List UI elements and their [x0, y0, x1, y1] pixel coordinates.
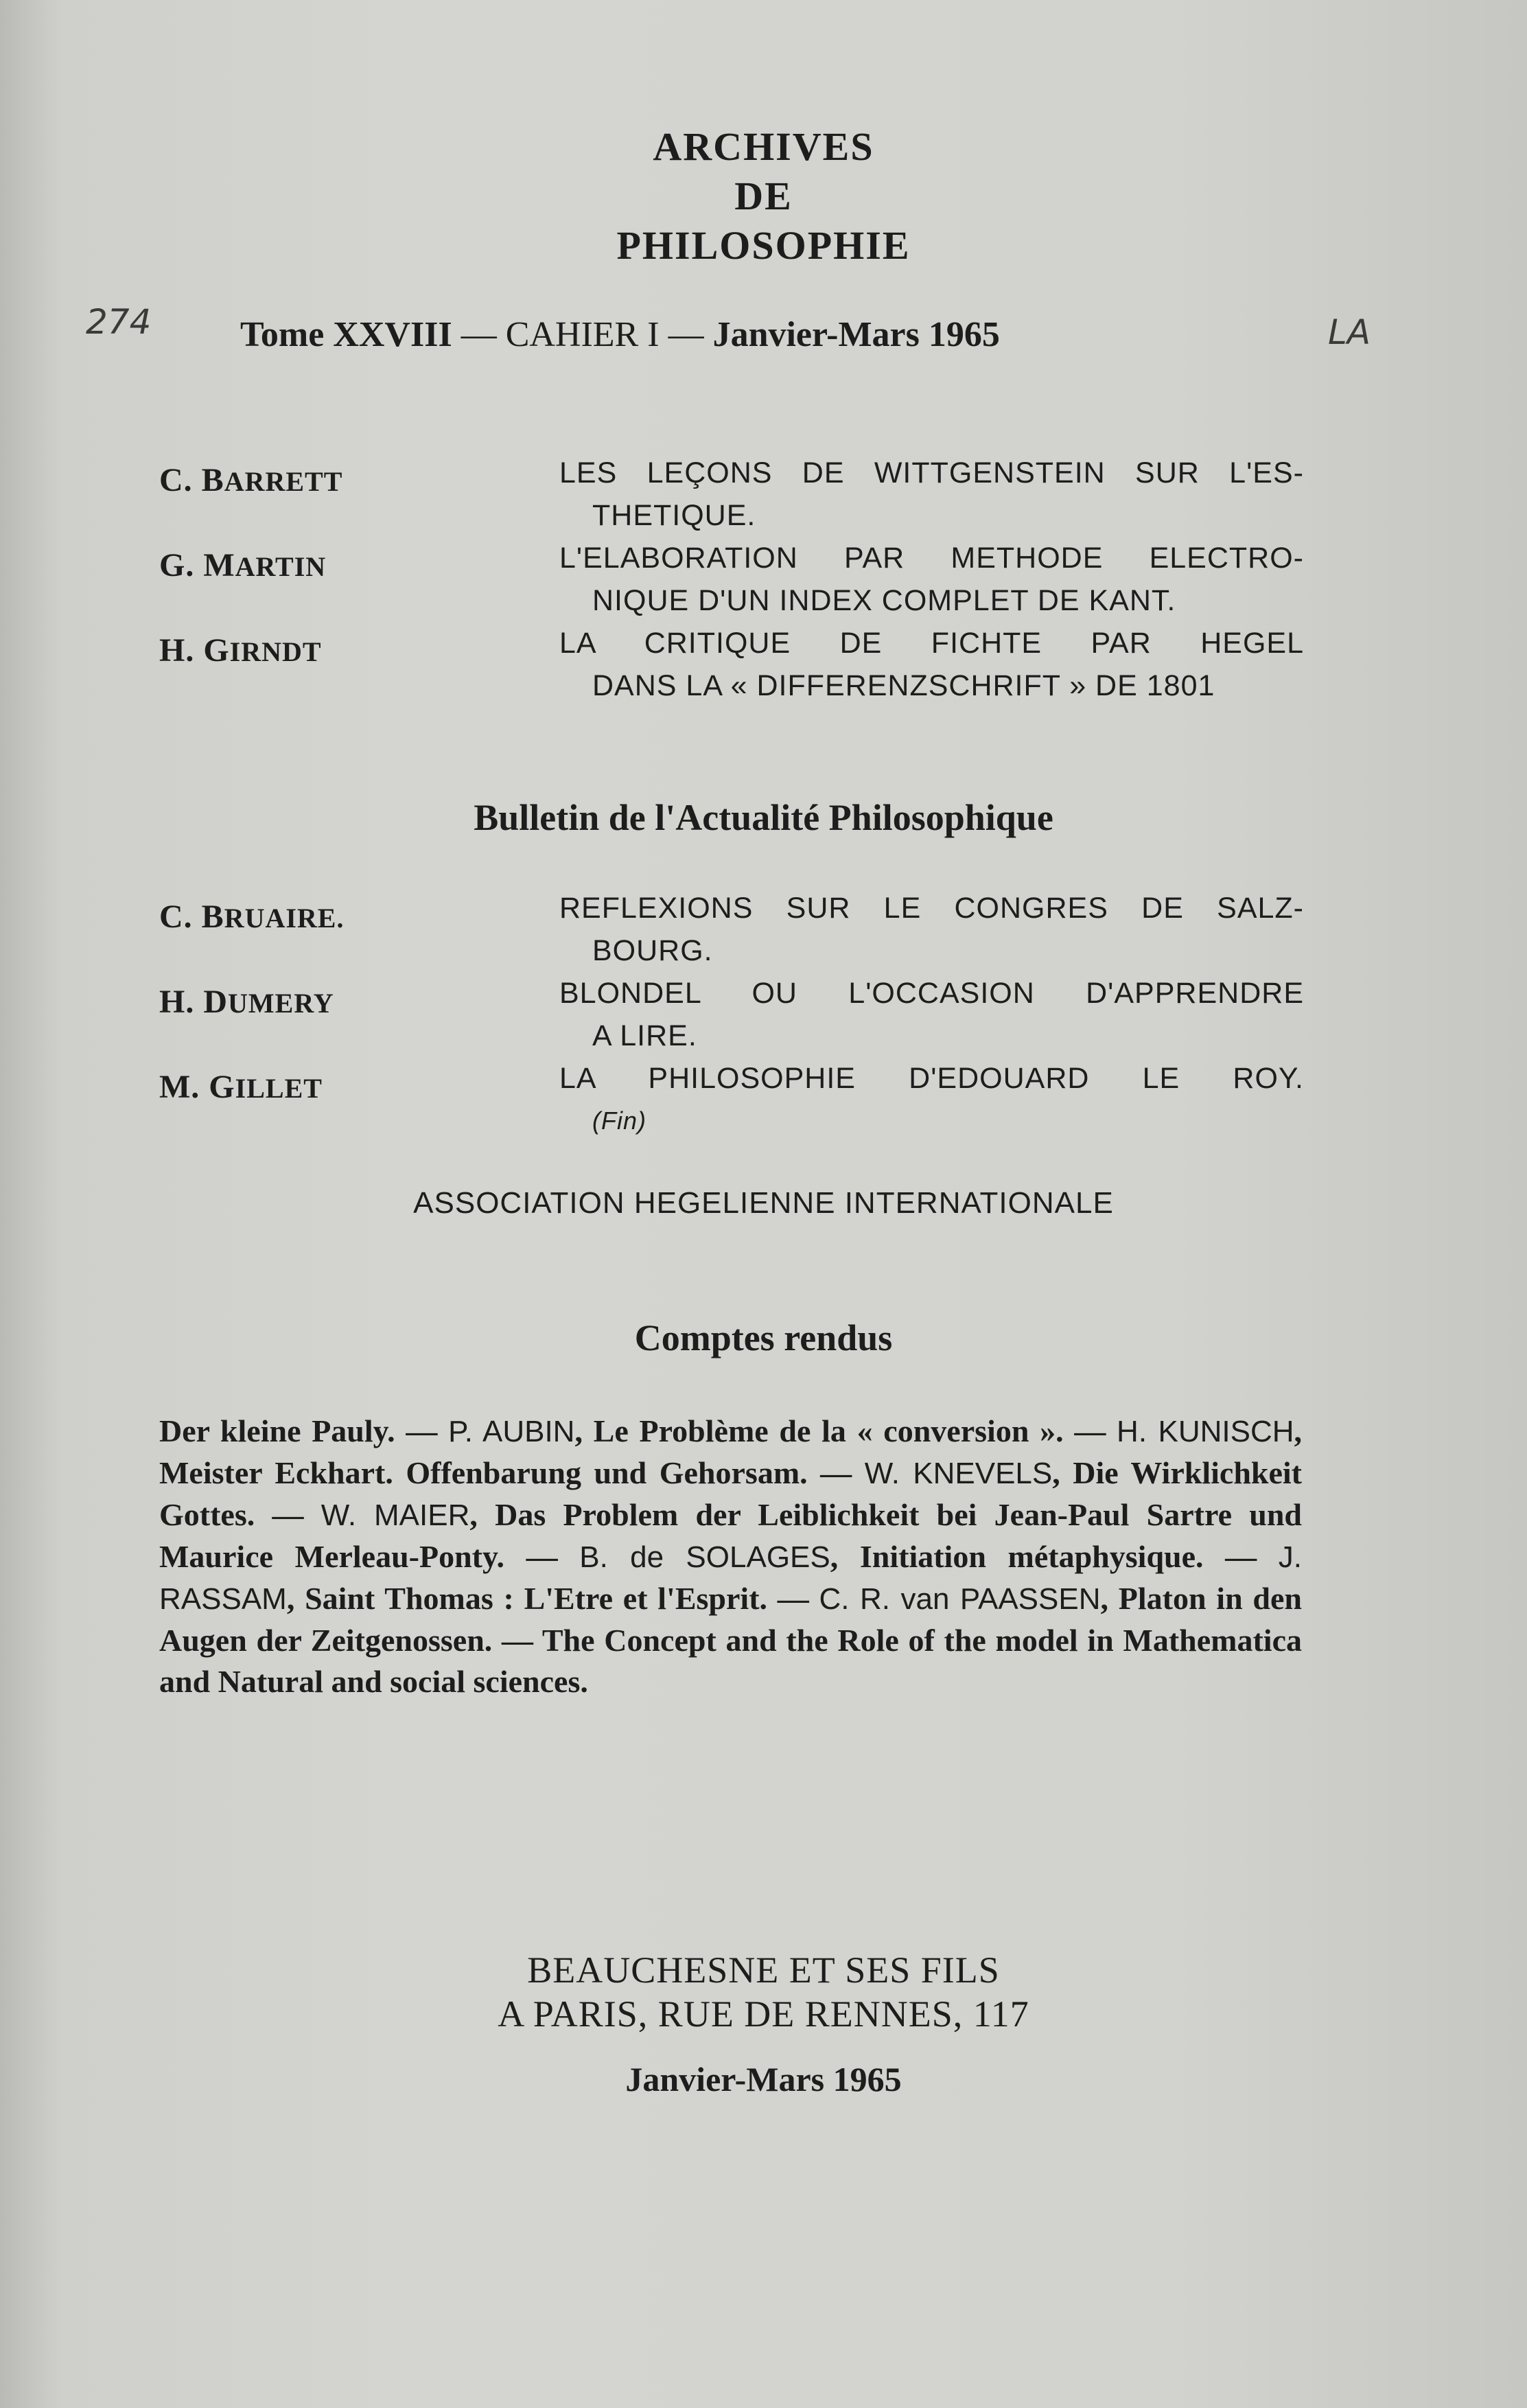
review-author: H. KUNISCH [1117, 1415, 1294, 1448]
publisher-block [0, 1948, 1527, 2036]
review-author: W. KNEVELS [864, 1457, 1053, 1490]
article-title [559, 452, 1304, 537]
bulletin-title-line2: BOURG. [592, 934, 713, 967]
article-title-line2: NIQUE D'UN INDEX COMPLET DE KANT. [592, 584, 1176, 617]
author-surname: ARTIN [235, 551, 327, 582]
issue-cahier: CAHIER I [505, 315, 660, 354]
bulletin-author [159, 983, 334, 1021]
author-initial: H. G [159, 632, 230, 669]
review-text: , Le Problème de la « conversion ». — [574, 1413, 1117, 1448]
article-title-line1: LA CRITIQUE DE FICHTE PAR HEGEL [559, 627, 1304, 660]
bulletin-title [559, 887, 1304, 972]
review-author: J. RASSAM [159, 1540, 1303, 1616]
publisher-address: A PARIS, RUE DE RENNES, 117 [498, 1993, 1029, 2035]
article-title [559, 537, 1304, 622]
journal-title-line1: ARCHIVES [653, 124, 874, 169]
bulletin-title [559, 972, 1304, 1057]
review-text: , Saint Thomas : L'Etre et l'Esprit. — [286, 1581, 819, 1616]
bulletin-title-fin: (Fin) [592, 1107, 646, 1135]
article-author [159, 632, 322, 669]
author-initial: G. M [159, 547, 235, 583]
article-title [559, 622, 1304, 707]
author-surname: RUAIRE. [224, 903, 345, 934]
review-text: Der kleine Pauly. — [159, 1413, 449, 1448]
review-author: B. de SOLAGES [579, 1540, 830, 1574]
article-title-line2: THETIQUE. [592, 499, 756, 532]
author-surname: ARRETT [224, 466, 343, 497]
bulletin-author [159, 898, 344, 936]
association-line: ASSOCIATION HEGELIENNE INTERNATIONALE [413, 1186, 1114, 1220]
review-text: , Das Problem der Leiblichkeit bei Jean-Paul Sartre und Maurice Merleau-Ponty. — [159, 1497, 1302, 1574]
comptes-rendus-heading: Comptes rendus [634, 1317, 893, 1358]
issue-separator: — [668, 315, 704, 354]
author-surname: ILLET [235, 1073, 323, 1104]
review-text: , Die Wirklichkeit Gottes. — [159, 1455, 1302, 1532]
journal-title [0, 122, 1527, 270]
journal-title-line3: PHILOSOPHIE [616, 223, 911, 268]
issue-date: Janvier-Mars 1965 [712, 315, 1000, 354]
bulletin-title-line2: A LIRE. [592, 1019, 697, 1052]
bulletin-title [559, 1057, 1304, 1142]
handwritten-number: 274 [86, 302, 152, 342]
review-text: , Meister Eckhart. Offenbarung und Gehorsam. — [159, 1413, 1303, 1490]
bulletin-title-line1: BLONDEL OU L'OCCASION D'APPRENDRE [559, 977, 1304, 1010]
bulletin-heading: Bulletin de l'Actualité Philosophique [474, 797, 1053, 838]
review-text: , Platon in den Augen der Zeitgenossen. — The Concept and the Role of the model in Mathematica and Natural and social sciences. [159, 1581, 1302, 1699]
article-title-line2: DANS LA « DIFFERENZSCHRIFT » DE 1801 [592, 669, 1215, 702]
journal-title-line2: DE [734, 174, 793, 218]
review-text: , Initiation métaphysique. — [830, 1539, 1279, 1574]
article-title-line1: LES LEÇONS DE WITTGENSTEIN SUR L'ES- [559, 456, 1304, 489]
review-author: C. R. van PAASSEN [819, 1582, 1101, 1616]
author-surname: UMERY [228, 988, 334, 1019]
publication-date: Janvier-Mars 1965 [625, 2060, 902, 2098]
author-initial: C. B [159, 899, 224, 935]
author-initial: C. B [159, 462, 224, 498]
author-initial: M. G [159, 1069, 235, 1105]
handwritten-mark: LA [1328, 312, 1371, 352]
article-author [159, 461, 342, 499]
bulletin-title-line1: LA PHILOSOPHIE D'EDOUARD LE ROY. [559, 1062, 1304, 1095]
author-initial: H. D [159, 984, 228, 1020]
review-author: P. AUBIN [448, 1415, 575, 1448]
review-author: W. MAIER [320, 1498, 470, 1532]
issue-line [240, 314, 1000, 355]
reviews-paragraph [159, 1411, 1302, 1702]
author-surname: IRNDT [229, 636, 322, 667]
publisher-name: BEAUCHESNE ET SES FILS [527, 1949, 1000, 1991]
article-author [159, 546, 326, 584]
issue-separator: — [461, 315, 497, 354]
issue-tome: Tome XXVIII [240, 315, 452, 354]
bulletin-author [159, 1068, 323, 1106]
bulletin-title-line1: REFLEXIONS SUR LE CONGRES DE SALZ- [559, 892, 1304, 925]
article-title-line1: L'ELABORATION PAR METHODE ELECTRO- [559, 542, 1304, 575]
